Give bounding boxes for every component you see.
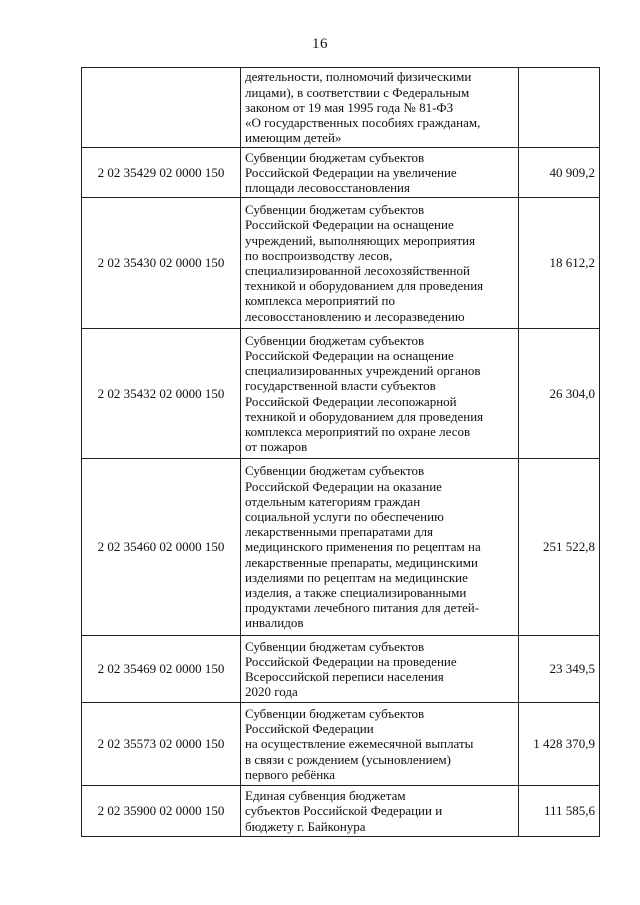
description-line: Российской Федерации на проведение — [245, 653, 457, 669]
description-line: площади лесовосстановления — [245, 180, 410, 196]
description-line: Субвенции бюджетам субъектов — [245, 149, 425, 165]
description-line: от пожаров — [245, 439, 308, 455]
description-line: лесовосстановлению и лесоразведению — [245, 308, 465, 324]
description-line: лекарственными препаратами для — [245, 524, 434, 540]
description-line: продуктами лечебного питания для детей- — [245, 600, 480, 616]
description-line: Субвенции бюджетам субъектов — [245, 202, 425, 218]
description-cell — [241, 459, 519, 636]
description-line: Российской Федерации на оснащение — [245, 217, 454, 233]
description-line: субъектов Российской Федерации и — [245, 803, 443, 819]
amount-cell — [519, 68, 600, 148]
code-cell: 2 02 35469 02 0000 150 — [82, 636, 241, 703]
code-cell: 2 02 35432 02 0000 150 — [82, 329, 241, 459]
code-cell: 2 02 35900 02 0000 150 — [82, 786, 241, 837]
table-row — [82, 329, 600, 459]
description-line: по воспроизводству лесов, — [245, 247, 393, 263]
description-line: Российской Федерации на оказание — [245, 478, 442, 494]
description-line: в связи с рождением (усыновлением) — [245, 751, 451, 767]
code-cell: 2 02 35573 02 0000 150 — [82, 703, 241, 786]
description-line: инвалидов — [245, 615, 304, 631]
code-cell: 2 02 35430 02 0000 150 — [82, 198, 241, 329]
description-line: бюджету г. Байконура — [245, 818, 366, 834]
description-line: Российской Федерации — [245, 721, 374, 737]
table-row — [82, 459, 600, 636]
description-line: «О государственных пособиях гражданам, — [245, 115, 481, 131]
budget-revenue-table — [81, 67, 600, 837]
amount-cell: 18 612,2 — [519, 198, 600, 329]
amount-cell: 111 585,6 — [519, 786, 600, 837]
description-line: Субвенции бюджетам субъектов — [245, 705, 425, 721]
description-line: отдельным категориям граждан — [245, 493, 421, 509]
page-number: 16 — [312, 36, 328, 52]
description-line: Субвенции бюджетам субъектов — [245, 332, 425, 348]
description-line: деятельности, полномочий физическими — [245, 69, 472, 85]
description-cell — [241, 68, 519, 148]
description-line: Субвенции бюджетам субъектов — [245, 638, 425, 654]
description-line: законом от 19 мая 1995 года № 81-ФЗ — [245, 99, 454, 115]
description-line: Российской Федерации на оснащение — [245, 347, 454, 363]
amount-cell: 23 349,5 — [519, 636, 600, 703]
amount-cell: 251 522,8 — [519, 459, 600, 636]
description-cell — [241, 329, 519, 459]
code-cell — [82, 68, 241, 148]
amount-cell: 26 304,0 — [519, 329, 600, 459]
description-cell — [241, 148, 519, 198]
description-line: на осуществление ежемесячной выплаты — [245, 736, 474, 752]
table-row — [82, 703, 600, 786]
description-line: изделиями по рецептам на медицинские — [245, 569, 468, 585]
description-cell — [241, 198, 519, 329]
description-cell — [241, 703, 519, 786]
table-row — [82, 786, 600, 837]
description-line: Субвенции бюджетам субъектов — [245, 463, 425, 479]
description-line: первого ребёнка — [245, 766, 336, 782]
code-cell: 2 02 35460 02 0000 150 — [82, 459, 241, 636]
description-line: учреждений, выполняющих мероприятия — [245, 232, 476, 248]
description-line: 2020 года — [245, 684, 298, 700]
description-line: Единая субвенция бюджетам — [245, 788, 406, 804]
description-cell — [241, 636, 519, 703]
description-cell — [241, 786, 519, 837]
description-line: техникой и оборудованием для проведения — [245, 408, 484, 424]
description-line: Российской Федерации лесопожарной — [245, 393, 457, 409]
table-row — [82, 148, 600, 198]
description-line: лекарственные препараты, медицинскими — [245, 554, 478, 570]
description-line: медицинского применения по рецептам на — [245, 539, 481, 555]
table-row — [82, 68, 600, 148]
table-row — [82, 198, 600, 329]
description-line: социальной услуги по обеспечению — [245, 508, 444, 524]
description-line: комплекса мероприятий по — [245, 293, 395, 309]
table-row — [82, 636, 600, 703]
amount-cell: 40 909,2 — [519, 148, 600, 198]
amount-cell: 1 428 370,9 — [519, 703, 600, 786]
description-line: Российской Федерации на увеличение — [245, 164, 457, 180]
description-line: имеющим детей» — [245, 130, 342, 146]
description-line: техникой и оборудованием для проведения — [245, 278, 484, 294]
description-line: специализированных учреждений органов — [245, 363, 481, 379]
description-line: Всероссийской переписи населения — [245, 669, 444, 684]
description-line: изделия, а также специализированными — [245, 585, 467, 600]
description-line: специализированной лесохозяйственной — [245, 263, 470, 278]
description-line: лицами), в соответствии с Федеральным — [245, 84, 470, 100]
description-line: государственной власти субъектов — [245, 378, 436, 394]
code-cell: 2 02 35429 02 0000 150 — [82, 148, 241, 198]
description-line: комплекса мероприятий по охране лесов — [245, 423, 471, 439]
